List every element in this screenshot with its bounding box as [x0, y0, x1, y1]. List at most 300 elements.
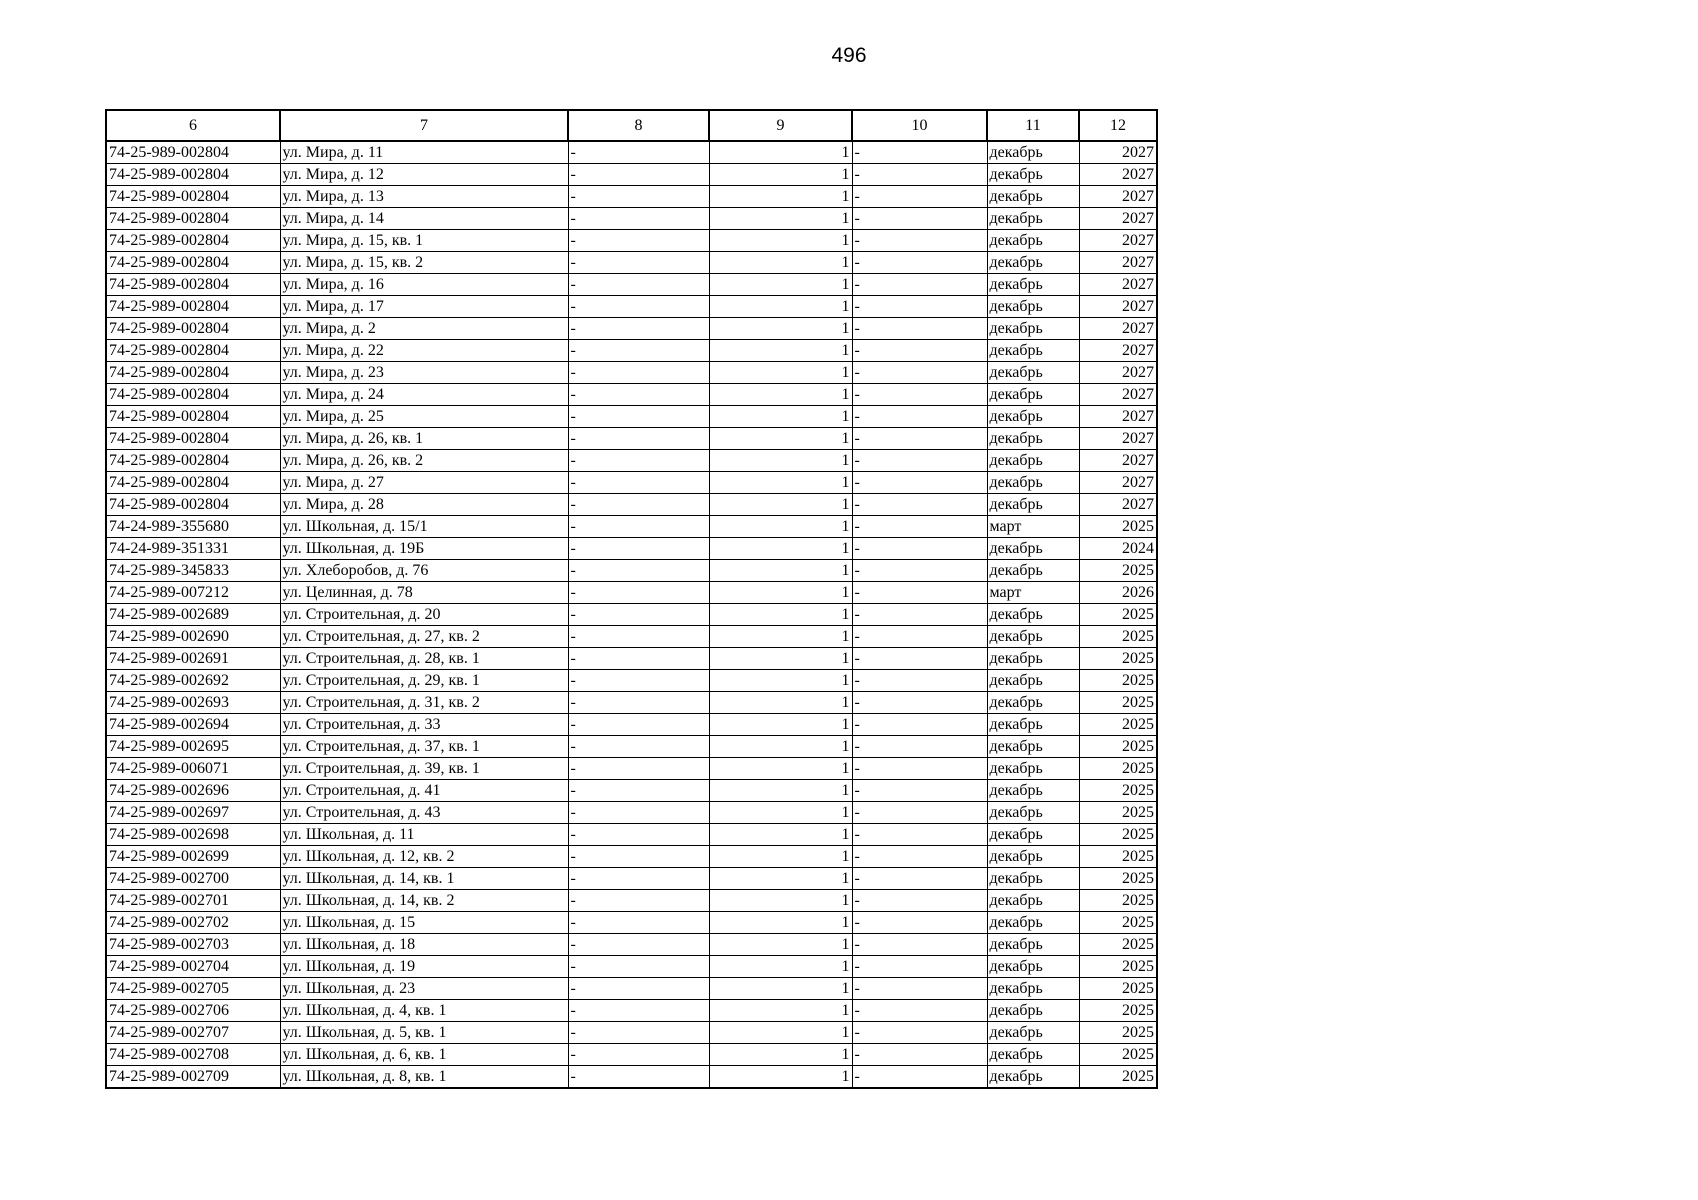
year-cell: 2025	[1079, 516, 1157, 538]
table-row	[106, 626, 1157, 648]
year-cell: 2027	[1079, 472, 1157, 494]
year-cell: 2026	[1079, 582, 1157, 604]
col8-cell: -	[568, 824, 709, 846]
count-cell: 1	[709, 934, 852, 956]
month-cell: декабрь	[987, 978, 1079, 1000]
address-cell: ул. Мира, д. 15, кв. 1	[280, 230, 568, 252]
col8-cell: -	[568, 670, 709, 692]
month-cell: декабрь	[987, 1000, 1079, 1022]
count-cell: 1	[709, 494, 852, 516]
table-row	[106, 890, 1157, 912]
year-cell: 2025	[1079, 912, 1157, 934]
col8-cell: -	[568, 934, 709, 956]
year-cell: 2027	[1079, 141, 1157, 164]
cadastral-number-cell: 74-25-989-006071	[106, 758, 280, 780]
table-row	[106, 428, 1157, 450]
col10-cell: -	[852, 252, 987, 274]
column-header-11: 11	[987, 110, 1079, 141]
count-cell: 1	[709, 1066, 852, 1089]
table-row	[106, 978, 1157, 1000]
cadastral-number-cell: 74-25-989-002804	[106, 164, 280, 186]
month-cell: декабрь	[987, 164, 1079, 186]
count-cell: 1	[709, 758, 852, 780]
col10-cell: -	[852, 626, 987, 648]
count-cell: 1	[709, 428, 852, 450]
count-cell: 1	[709, 450, 852, 472]
cadastral-number-cell: 74-25-989-002696	[106, 780, 280, 802]
year-cell: 2027	[1079, 274, 1157, 296]
table-row	[106, 494, 1157, 516]
address-cell: ул. Строительная, д. 31, кв. 2	[280, 692, 568, 714]
address-cell: ул. Школьная, д. 12, кв. 2	[280, 846, 568, 868]
address-cell: ул. Школьная, д. 8, кв. 1	[280, 1066, 568, 1089]
count-cell: 1	[709, 890, 852, 912]
column-header-7: 7	[280, 110, 568, 141]
month-cell: декабрь	[987, 406, 1079, 428]
col8-cell: -	[568, 890, 709, 912]
register-table	[105, 109, 1158, 1089]
cadastral-number-cell: 74-25-989-002695	[106, 736, 280, 758]
month-cell: декабрь	[987, 846, 1079, 868]
table-row	[106, 934, 1157, 956]
table-row	[106, 714, 1157, 736]
address-cell: ул. Школьная, д. 4, кв. 1	[280, 1000, 568, 1022]
count-cell: 1	[709, 340, 852, 362]
col8-cell: -	[568, 274, 709, 296]
col10-cell: -	[852, 582, 987, 604]
count-cell: 1	[709, 1044, 852, 1066]
col10-cell: -	[852, 274, 987, 296]
table-row	[106, 1022, 1157, 1044]
month-cell: декабрь	[987, 494, 1079, 516]
address-cell: ул. Строительная, д. 33	[280, 714, 568, 736]
address-cell: ул. Школьная, д. 23	[280, 978, 568, 1000]
table-row	[106, 758, 1157, 780]
year-cell: 2025	[1079, 956, 1157, 978]
col8-cell: -	[568, 1022, 709, 1044]
address-cell: ул. Мира, д. 26, кв. 2	[280, 450, 568, 472]
address-cell: ул. Мира, д. 17	[280, 296, 568, 318]
col10-cell: -	[852, 472, 987, 494]
year-cell: 2027	[1079, 296, 1157, 318]
address-cell: ул. Мира, д. 13	[280, 186, 568, 208]
cadastral-number-cell: 74-25-989-002804	[106, 406, 280, 428]
cadastral-number-cell: 74-25-989-002706	[106, 1000, 280, 1022]
year-cell: 2025	[1079, 978, 1157, 1000]
count-cell: 1	[709, 692, 852, 714]
count-cell: 1	[709, 626, 852, 648]
cadastral-number-cell: 74-25-989-002804	[106, 208, 280, 230]
address-cell: ул. Строительная, д. 27, кв. 2	[280, 626, 568, 648]
col8-cell: -	[568, 604, 709, 626]
count-cell: 1	[709, 208, 852, 230]
month-cell: декабрь	[987, 296, 1079, 318]
address-cell: ул. Мира, д. 24	[280, 384, 568, 406]
column-header-10: 10	[852, 110, 987, 141]
col10-cell: -	[852, 494, 987, 516]
year-cell: 2027	[1079, 494, 1157, 516]
cadastral-number-cell: 74-25-989-002697	[106, 802, 280, 824]
address-cell: ул. Мира, д. 25	[280, 406, 568, 428]
address-cell: ул. Строительная, д. 29, кв. 1	[280, 670, 568, 692]
address-cell: ул. Мира, д. 2	[280, 318, 568, 340]
year-cell: 2025	[1079, 758, 1157, 780]
table-row	[106, 208, 1157, 230]
cadastral-number-cell: 74-25-989-002692	[106, 670, 280, 692]
col10-cell: -	[852, 670, 987, 692]
month-cell: декабрь	[987, 912, 1079, 934]
col8-cell: -	[568, 230, 709, 252]
col8-cell: -	[568, 648, 709, 670]
page-number: 496	[831, 44, 867, 67]
col10-cell: -	[852, 736, 987, 758]
col10-cell: -	[852, 648, 987, 670]
col10-cell: -	[852, 802, 987, 824]
year-cell: 2025	[1079, 670, 1157, 692]
count-cell: 1	[709, 472, 852, 494]
col8-cell: -	[568, 978, 709, 1000]
month-cell: март	[987, 582, 1079, 604]
col10-cell: -	[852, 450, 987, 472]
cadastral-number-cell: 74-25-989-002804	[106, 384, 280, 406]
col8-cell: -	[568, 780, 709, 802]
col10-cell: -	[852, 384, 987, 406]
month-cell: декабрь	[987, 824, 1079, 846]
month-cell: декабрь	[987, 252, 1079, 274]
address-cell: ул. Школьная, д. 15/1	[280, 516, 568, 538]
month-cell: декабрь	[987, 538, 1079, 560]
col8-cell: -	[568, 758, 709, 780]
year-cell: 2025	[1079, 714, 1157, 736]
cadastral-number-cell: 74-25-989-002709	[106, 1066, 280, 1089]
table-row	[106, 252, 1157, 274]
table-row	[106, 141, 1157, 164]
table-row	[106, 230, 1157, 252]
address-cell: ул. Строительная, д. 37, кв. 1	[280, 736, 568, 758]
cadastral-number-cell: 74-25-989-002707	[106, 1022, 280, 1044]
table-row	[106, 802, 1157, 824]
year-cell: 2025	[1079, 648, 1157, 670]
table-row	[106, 692, 1157, 714]
count-cell: 1	[709, 582, 852, 604]
month-cell: март	[987, 516, 1079, 538]
cadastral-number-cell: 74-25-989-002701	[106, 890, 280, 912]
col8-cell: -	[568, 406, 709, 428]
address-cell: ул. Школьная, д. 14, кв. 2	[280, 890, 568, 912]
col8-cell: -	[568, 802, 709, 824]
col10-cell: -	[852, 692, 987, 714]
col10-cell: -	[852, 604, 987, 626]
col10-cell: -	[852, 1066, 987, 1089]
col8-cell: -	[568, 472, 709, 494]
cadastral-number-cell: 74-25-989-002804	[106, 274, 280, 296]
table-body	[106, 141, 1157, 1088]
cadastral-number-cell: 74-25-989-002804	[106, 186, 280, 208]
col10-cell: -	[852, 428, 987, 450]
year-cell: 2025	[1079, 846, 1157, 868]
table-row	[106, 164, 1157, 186]
table-row	[106, 912, 1157, 934]
col10-cell: -	[852, 956, 987, 978]
address-cell: ул. Мира, д. 26, кв. 1	[280, 428, 568, 450]
year-cell: 2027	[1079, 384, 1157, 406]
month-cell: декабрь	[987, 1066, 1079, 1089]
month-cell: декабрь	[987, 714, 1079, 736]
cadastral-number-cell: 74-25-989-002804	[106, 472, 280, 494]
cadastral-number-cell: 74-25-989-002693	[106, 692, 280, 714]
address-cell: ул. Мира, д. 12	[280, 164, 568, 186]
count-cell: 1	[709, 230, 852, 252]
col8-cell: -	[568, 560, 709, 582]
column-header-6: 6	[106, 110, 280, 141]
table-row	[106, 274, 1157, 296]
address-cell: ул. Школьная, д. 18	[280, 934, 568, 956]
month-cell: декабрь	[987, 428, 1079, 450]
address-cell: ул. Мира, д. 28	[280, 494, 568, 516]
month-cell: декабрь	[987, 384, 1079, 406]
col10-cell: -	[852, 868, 987, 890]
table-row	[106, 538, 1157, 560]
count-cell: 1	[709, 560, 852, 582]
year-cell: 2027	[1079, 406, 1157, 428]
cadastral-number-cell: 74-25-989-002700	[106, 868, 280, 890]
cadastral-number-cell: 74-25-989-002804	[106, 318, 280, 340]
count-cell: 1	[709, 648, 852, 670]
table-row	[106, 956, 1157, 978]
address-cell: ул. Мира, д. 15, кв. 2	[280, 252, 568, 274]
year-cell: 2025	[1079, 736, 1157, 758]
cadastral-number-cell: 74-25-989-002804	[106, 450, 280, 472]
table-row	[106, 604, 1157, 626]
cadastral-number-cell: 74-24-989-355680	[106, 516, 280, 538]
count-cell: 1	[709, 1000, 852, 1022]
table-row	[106, 824, 1157, 846]
address-cell: ул. Школьная, д. 19	[280, 956, 568, 978]
cadastral-number-cell: 74-25-989-002698	[106, 824, 280, 846]
count-cell: 1	[709, 274, 852, 296]
year-cell: 2027	[1079, 164, 1157, 186]
col10-cell: -	[852, 406, 987, 428]
count-cell: 1	[709, 868, 852, 890]
month-cell: декабрь	[987, 1044, 1079, 1066]
count-cell: 1	[709, 736, 852, 758]
count-cell: 1	[709, 714, 852, 736]
year-cell: 2027	[1079, 340, 1157, 362]
col8-cell: -	[568, 582, 709, 604]
column-header-9: 9	[709, 110, 852, 141]
cadastral-number-cell: 74-25-989-002804	[106, 141, 280, 164]
col8-cell: -	[568, 296, 709, 318]
year-cell: 2027	[1079, 230, 1157, 252]
col10-cell: -	[852, 230, 987, 252]
year-cell: 2027	[1079, 208, 1157, 230]
year-cell: 2025	[1079, 626, 1157, 648]
col10-cell: -	[852, 296, 987, 318]
count-cell: 1	[709, 252, 852, 274]
year-cell: 2025	[1079, 560, 1157, 582]
table-row	[106, 296, 1157, 318]
col10-cell: -	[852, 1000, 987, 1022]
count-cell: 1	[709, 956, 852, 978]
address-cell: ул. Мира, д. 23	[280, 362, 568, 384]
col10-cell: -	[852, 824, 987, 846]
col8-cell: -	[568, 736, 709, 758]
col10-cell: -	[852, 1044, 987, 1066]
cadastral-number-cell: 74-25-989-002689	[106, 604, 280, 626]
address-cell: ул. Строительная, д. 28, кв. 1	[280, 648, 568, 670]
address-cell: ул. Строительная, д. 20	[280, 604, 568, 626]
col8-cell: -	[568, 318, 709, 340]
col8-cell: -	[568, 1066, 709, 1089]
address-cell: ул. Мира, д. 22	[280, 340, 568, 362]
col8-cell: -	[568, 1000, 709, 1022]
month-cell: декабрь	[987, 560, 1079, 582]
col8-cell: -	[568, 450, 709, 472]
month-cell: декабрь	[987, 868, 1079, 890]
address-cell: ул. Школьная, д. 5, кв. 1	[280, 1022, 568, 1044]
table-row	[106, 362, 1157, 384]
month-cell: декабрь	[987, 890, 1079, 912]
year-cell: 2027	[1079, 428, 1157, 450]
address-cell: ул. Школьная, д. 14, кв. 1	[280, 868, 568, 890]
table-row	[106, 670, 1157, 692]
cadastral-number-cell: 74-25-989-002703	[106, 934, 280, 956]
count-cell: 1	[709, 186, 852, 208]
address-cell: ул. Строительная, д. 41	[280, 780, 568, 802]
month-cell: декабрь	[987, 186, 1079, 208]
month-cell: декабрь	[987, 802, 1079, 824]
col8-cell: -	[568, 384, 709, 406]
month-cell: декабрь	[987, 758, 1079, 780]
col10-cell: -	[852, 362, 987, 384]
month-cell: декабрь	[987, 450, 1079, 472]
cadastral-number-cell: 74-25-989-002704	[106, 956, 280, 978]
col8-cell: -	[568, 186, 709, 208]
table-row	[106, 516, 1157, 538]
month-cell: декабрь	[987, 780, 1079, 802]
address-cell: ул. Школьная, д. 15	[280, 912, 568, 934]
table-row	[106, 582, 1157, 604]
col8-cell: -	[568, 340, 709, 362]
count-cell: 1	[709, 384, 852, 406]
table-row	[106, 868, 1157, 890]
col10-cell: -	[852, 978, 987, 1000]
table-row	[106, 736, 1157, 758]
count-cell: 1	[709, 318, 852, 340]
year-cell: 2025	[1079, 1000, 1157, 1022]
month-cell: декабрь	[987, 626, 1079, 648]
count-cell: 1	[709, 164, 852, 186]
month-cell: декабрь	[987, 736, 1079, 758]
cadastral-number-cell: 74-25-989-002691	[106, 648, 280, 670]
month-cell: декабрь	[987, 670, 1079, 692]
month-cell: декабрь	[987, 956, 1079, 978]
col10-cell: -	[852, 912, 987, 934]
cadastral-number-cell: 74-25-989-002804	[106, 230, 280, 252]
year-cell: 2027	[1079, 362, 1157, 384]
count-cell: 1	[709, 538, 852, 560]
col8-cell: -	[568, 912, 709, 934]
count-cell: 1	[709, 912, 852, 934]
col8-cell: -	[568, 516, 709, 538]
year-cell: 2025	[1079, 780, 1157, 802]
month-cell: декабрь	[987, 692, 1079, 714]
year-cell: 2025	[1079, 934, 1157, 956]
cadastral-number-cell: 74-25-989-007212	[106, 582, 280, 604]
count-cell: 1	[709, 978, 852, 1000]
col10-cell: -	[852, 340, 987, 362]
col8-cell: -	[568, 868, 709, 890]
address-cell: ул. Школьная, д. 6, кв. 1	[280, 1044, 568, 1066]
col8-cell: -	[568, 1044, 709, 1066]
count-cell: 1	[709, 296, 852, 318]
cadastral-number-cell: 74-24-989-351331	[106, 538, 280, 560]
col10-cell: -	[852, 934, 987, 956]
month-cell: декабрь	[987, 274, 1079, 296]
table-row	[106, 1000, 1157, 1022]
year-cell: 2025	[1079, 890, 1157, 912]
year-cell: 2027	[1079, 318, 1157, 340]
table-row	[106, 780, 1157, 802]
year-cell: 2025	[1079, 692, 1157, 714]
col8-cell: -	[568, 208, 709, 230]
cadastral-number-cell: 74-25-989-002804	[106, 252, 280, 274]
col8-cell: -	[568, 692, 709, 714]
col8-cell: -	[568, 252, 709, 274]
cadastral-number-cell: 74-25-989-345833	[106, 560, 280, 582]
table-row	[106, 318, 1157, 340]
month-cell: декабрь	[987, 340, 1079, 362]
count-cell: 1	[709, 141, 852, 164]
table-row	[106, 406, 1157, 428]
month-cell: декабрь	[987, 1022, 1079, 1044]
col10-cell: -	[852, 164, 987, 186]
month-cell: декабрь	[987, 318, 1079, 340]
year-cell: 2027	[1079, 252, 1157, 274]
col10-cell: -	[852, 516, 987, 538]
col10-cell: -	[852, 714, 987, 736]
month-cell: декабрь	[987, 472, 1079, 494]
count-cell: 1	[709, 406, 852, 428]
col10-cell: -	[852, 318, 987, 340]
col8-cell: -	[568, 428, 709, 450]
month-cell: декабрь	[987, 362, 1079, 384]
table-row	[106, 846, 1157, 868]
col8-cell: -	[568, 141, 709, 164]
header-row	[106, 110, 1157, 141]
address-cell: ул. Строительная, д. 39, кв. 1	[280, 758, 568, 780]
col8-cell: -	[568, 538, 709, 560]
col8-cell: -	[568, 846, 709, 868]
cadastral-number-cell: 74-25-989-002804	[106, 340, 280, 362]
col8-cell: -	[568, 956, 709, 978]
address-cell: ул. Мира, д. 11	[280, 141, 568, 164]
col8-cell: -	[568, 626, 709, 648]
month-cell: декабрь	[987, 604, 1079, 626]
year-cell: 2027	[1079, 186, 1157, 208]
col8-cell: -	[568, 494, 709, 516]
cadastral-number-cell: 74-25-989-002699	[106, 846, 280, 868]
cadastral-number-cell: 74-25-989-002804	[106, 362, 280, 384]
month-cell: декабрь	[987, 934, 1079, 956]
count-cell: 1	[709, 802, 852, 824]
cadastral-number-cell: 74-25-989-002804	[106, 494, 280, 516]
col10-cell: -	[852, 846, 987, 868]
count-cell: 1	[709, 604, 852, 626]
count-cell: 1	[709, 824, 852, 846]
count-cell: 1	[709, 362, 852, 384]
year-cell: 2025	[1079, 1022, 1157, 1044]
